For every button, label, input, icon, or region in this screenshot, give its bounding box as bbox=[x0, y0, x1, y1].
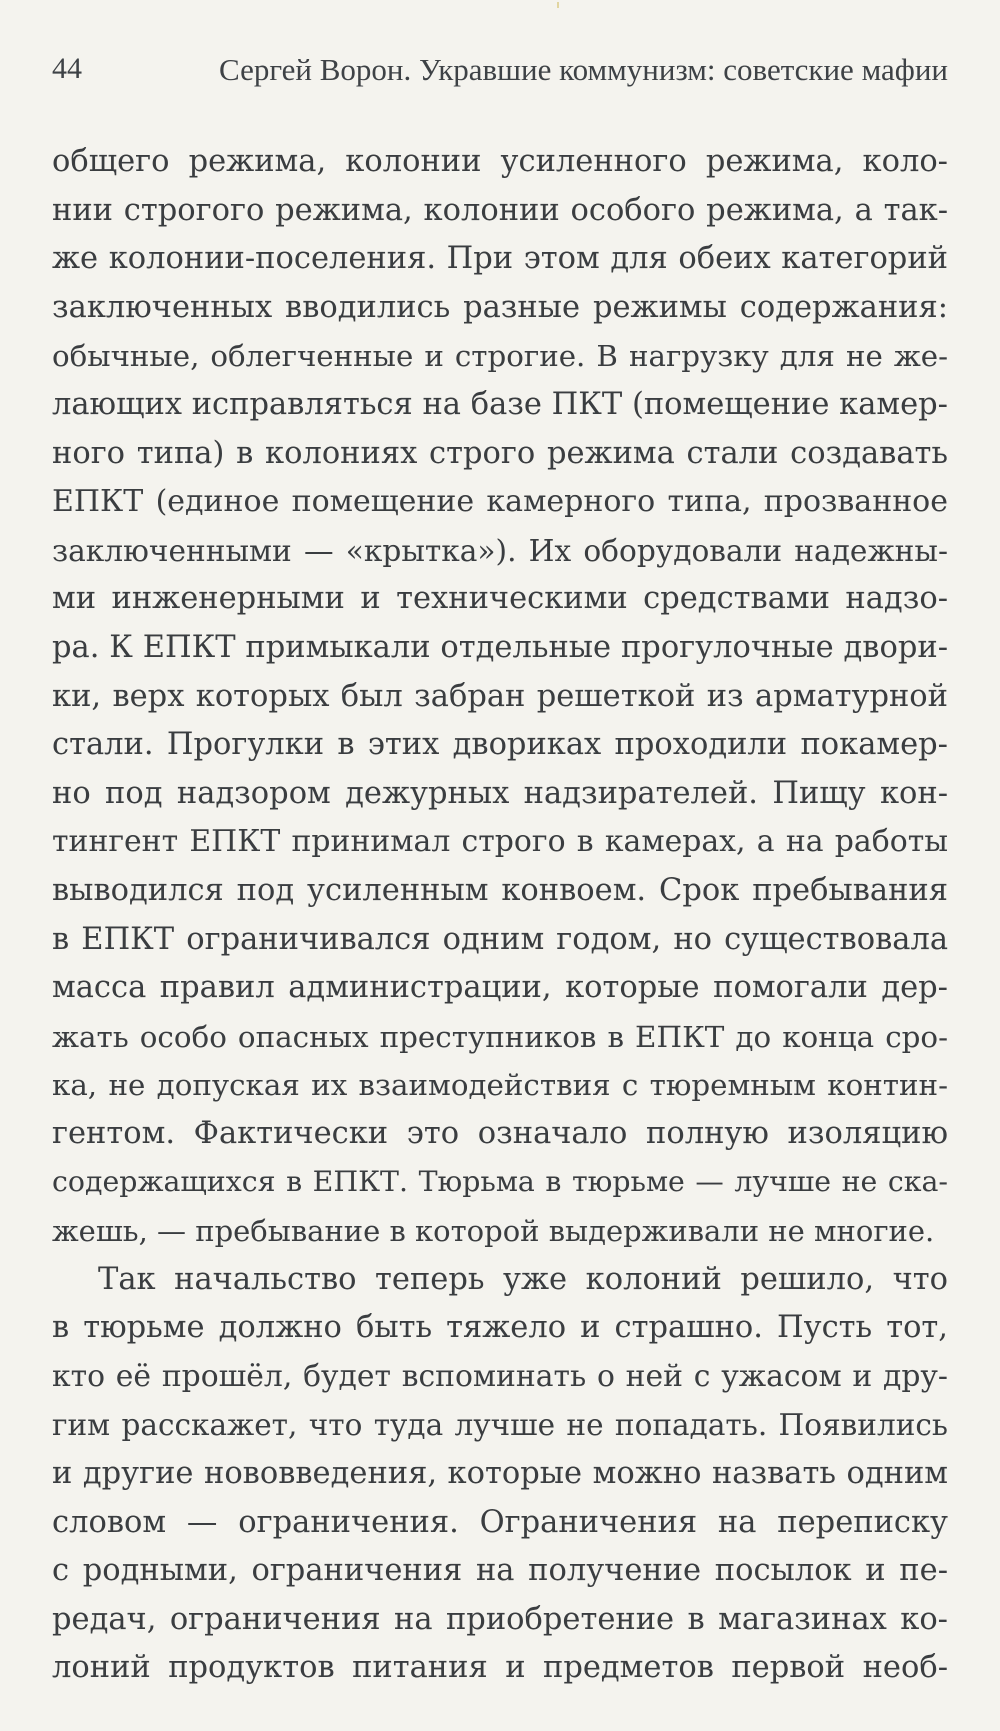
text-line: выводился под усиленным конвоем. Срок пребывания bbox=[52, 872, 948, 908]
text-line: с родными, ограничения на получение посылок и пе- bbox=[52, 1553, 948, 1589]
text-line: жать особо опасных преступников в ЕПКТ до конца сро- bbox=[52, 1019, 948, 1054]
text-line: общего режима, колонии усиленного режима, коло- bbox=[52, 144, 948, 179]
text-line: тингент ЕПКТ принимал строго в камерах, а на работы bbox=[52, 824, 948, 860]
text-line: заключенных вводились разные режимы содержания: bbox=[52, 289, 948, 325]
text-line: ми инженерными и техническими средствами надзо- bbox=[52, 581, 948, 617]
text-line: обычные, облегченные и строгие. В нагрузку для не же- bbox=[52, 339, 948, 374]
body-text bbox=[52, 138, 948, 1693]
text-line: лающих исправляться на базе ПКТ (помещение камер- bbox=[52, 386, 948, 422]
text-line: ки, верх которых был забран решеткой из арматурной bbox=[52, 678, 948, 714]
text-line: же колонии-поселения. При этом для обеих категорий bbox=[52, 241, 948, 277]
page-number: 44 bbox=[52, 52, 82, 85]
text-line: ЕПКТ (единое помещение камерного типа, прозванное bbox=[52, 484, 948, 520]
running-title: Сергей Ворон. Укравшие коммунизм: советские мафии bbox=[219, 52, 948, 87]
paragraph-first-line: Так начальство теперь уже колоний решило, что bbox=[98, 1261, 948, 1297]
text-line: стали. Прогулки в этих двориках проходили покамер- bbox=[52, 727, 948, 763]
text-line: заключенными — «крытка»). Их оборудовали надежны- bbox=[52, 533, 948, 568]
text-line: гентом. Фактически это означало полную изоляцию bbox=[52, 1115, 948, 1151]
text-line: ка, не допуская их взаимодействия с тюремным контин- bbox=[52, 1068, 948, 1103]
text-line: гим расскажет, что туда лучше не попадать. Появились bbox=[52, 1408, 948, 1443]
text-line: редач, ограничения на приобретение в магазинах ко- bbox=[52, 1601, 948, 1637]
text-line: масса правил администрации, которые помогали дер- bbox=[52, 970, 948, 1006]
text-line: но под надзором дежурных надзирателей. Пищу кон- bbox=[52, 775, 948, 811]
text-line: в тюрьме должно быть тяжело и страшно. Пусть тот, bbox=[52, 1310, 948, 1346]
text-line: и другие нововведения, которые можно назвать одним bbox=[52, 1456, 948, 1492]
text-line: кто её прошёл, будет вспоминать о ней с ужасом и дру- bbox=[52, 1358, 948, 1394]
text-line: содержащихся в ЕПКТ. Тюрьма в тюрьме — лучше не ска- bbox=[52, 1165, 948, 1199]
text-line: в ЕПКТ ограничивался одним годом, но существовала bbox=[52, 921, 948, 957]
print-mark bbox=[557, 2, 559, 8]
page-header bbox=[52, 52, 948, 92]
text-line: лоний продуктов питания и предметов первой необ- bbox=[52, 1650, 948, 1686]
text-line: словом — ограничения. Ограничения на переписку bbox=[52, 1504, 948, 1540]
text-line: ра. К ЕПКТ примыкали отдельные прогулочные двори- bbox=[52, 629, 948, 665]
paragraph-last-line: жешь, — пребывание в которой выдерживали не многие. bbox=[52, 1214, 935, 1249]
text-line: ного типа) в колониях строго режима стали создавать bbox=[52, 435, 948, 471]
text-line: нии строгого режима, колонии особого режима, а так- bbox=[52, 192, 948, 228]
